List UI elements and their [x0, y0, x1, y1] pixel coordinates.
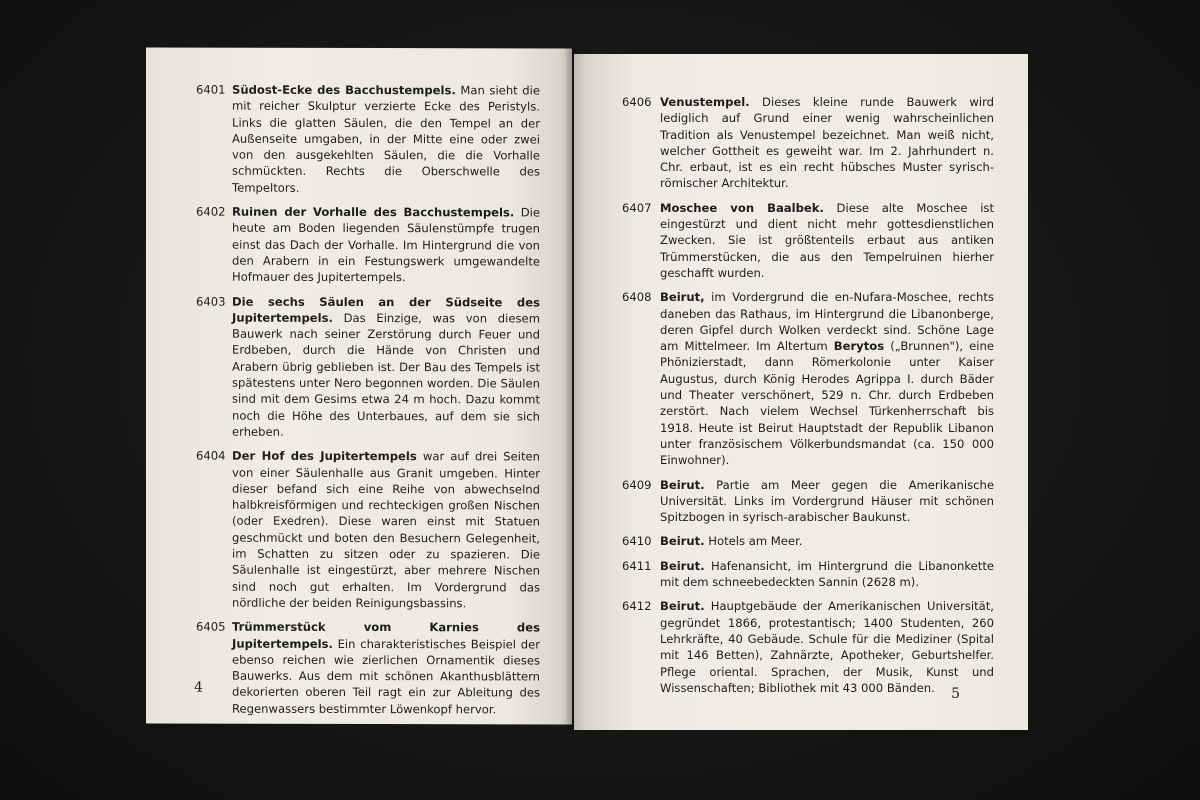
entry-title: Südost-Ecke des Bacchustempels.: [232, 82, 456, 98]
entry-title: Beirut,: [660, 290, 705, 305]
entry-title: Ruinen der Vorhalle des Bacchustempels.: [232, 204, 515, 220]
entry-6405: [196, 619, 540, 718]
entry-6410: [622, 533, 994, 549]
entry-number: 6402: [196, 204, 226, 219]
right-page: [574, 54, 1028, 730]
entry-title: Beirut.: [660, 599, 705, 614]
entry-6412: [622, 598, 994, 696]
entry-text: war auf drei Seiten von einer Säulenhalle aus Granit umgeben. Hinter dieser befand sich eine Reihe von abwechselnd halbkreisförmigen und rechteckigen großen Nischen (oder Exedren). Diese waren einst mit Statuen geschmückt und boten den Besuchern Gelegenheit, im Schatten zu sitzen oder zu spazieren. Die Säulenhalle ist eingestürzt, aber mehrere Nischen sind noch gut erhalten. Im Vordergrund das nördliche der beiden Reinigungsbassins.: [232, 449, 541, 611]
entry-6403: [196, 293, 540, 441]
entry-number: 6406: [622, 95, 652, 109]
entry-text: Ein charakteristisches Beispiel der ebenso reichen wie zierlichen Ornamentik dieses Bauwerks. Aus dem mit schönen Akanthusblättern dekorierten oberen Teil ragt ein zur Ableitung des Regenwassers bestimmter Löwenkopf hervor.: [232, 636, 540, 717]
page-number-left: 4: [194, 679, 203, 696]
entry-number: 6404: [196, 448, 226, 463]
entry-text-continued: („Brunnen"), eine Phönizierstadt, dann Römerkolonie unter Kaiser Augustus, durch König Herodes Agrippa I. durch Bäder und Theater verschönert, 529 n. Chr. durch Erdbeben zerstört. Nach vielem Wechsel Türkenherrschaft bis 1918. Heute ist Beirut Hauptstadt der Republik Libanon unter französischem Völkerbundsmandat (ca. 150 000 Einwohner).: [660, 339, 994, 468]
entry-inline-bold: Berytos: [833, 339, 885, 354]
entry-number: 6403: [196, 294, 226, 309]
entry-number: 6410: [622, 534, 652, 549]
entry-text: Hauptgebäude der Amerikanischen Universität, gegründet 1866, protestantisch; 1400 Studenten, 260 Lehrkräfte, 40 Gebäude. Schule für die Mediziner (Spital mit 146 Betten), Zahnärzte, Apotheker, Geburtshelfer. Pflege oriental. Sprachen, der Musik, Kunst und Wissenschaften; Bibliothek mit 43 000 Bänden.: [660, 599, 994, 695]
entry-text: Das Einzige, was von diesem Bauwerk nach seiner Zerstörung durch Feuer und Erdbeben, durch die Hände von Christen und Arabern übrig geblieben ist. Der Bau des Tempels ist spätestens unter Nero begonnen worden. Die Säulen sind mit dem Gesims etwa 24 m hoch. Dazu kommt noch die Höhe des Unterbaues, auf dem sie sich erheben.: [232, 310, 540, 439]
entry-number: 6409: [622, 477, 652, 492]
entry-6406: [622, 94, 994, 192]
page-number-right: 5: [951, 685, 960, 702]
entry-title: Beirut.: [660, 534, 705, 549]
entry-title: Die sechs Säulen an der Südseite des Jupitertempels.: [232, 294, 540, 325]
entry-number: 6405: [196, 619, 226, 634]
entry-text: Hafenansicht, im Hintergrund die Libanonkette mit dem schneebedeckten Sannin (2628 m).: [660, 558, 994, 590]
entry-title: Der Hof des Jupitertempels: [232, 448, 417, 464]
entry-6408: [622, 289, 994, 468]
entry-text: im Vordergrund die en-Nufara-Moschee, rechts daneben das Rathaus, im Hintergrund die Libanonberge, deren Gipfel durch Wolken verdeckt sind. Schöne Lage am Mittelmeer. Im Altertum: [660, 290, 994, 354]
entry-text: Man sieht die mit reicher Skulptur verzierte Ecke des Peristyls. Links die glatten Säulen, die den Tempel an der Außenseite umgaben, in der Mitte eine oder zwei von den ausgekehlten Säulen, die die Vorhalle schmückten. Rechts die Oberschwelle des Tempeltors.: [232, 83, 540, 195]
left-page: [146, 47, 572, 724]
entry-text: Hotels am Meer.: [704, 534, 803, 549]
entry-number: 6411: [622, 558, 652, 573]
entry-title: Trümmerstück vom Karnies des Jupitertempels.: [232, 619, 540, 651]
open-booklet: [146, 44, 1028, 732]
entry-number: 6407: [622, 200, 652, 215]
entry-6402: [196, 204, 540, 286]
entry-6411: [622, 558, 994, 591]
entry-text: Die heute am Boden liegenden Säulenstümpfe trugen einst das Dach der Vorhalle. Im Hintergrund die von den Arabern in ein Festungswerk umgewandelte Hofmauer des Jupitertempels.: [232, 205, 541, 285]
entry-title: Beirut.: [660, 558, 705, 573]
entry-6409: [622, 477, 994, 526]
entry-text: Partie am Meer gegen die Amerikanische Universität. Links im Vordergrund Häuser mit schönen Spitzbogen in syrisch-arabischer Baukunst.: [660, 477, 994, 525]
entry-title: Venustempel.: [660, 95, 750, 109]
entry-number: 6408: [622, 290, 652, 305]
entry-6404: [196, 448, 540, 612]
entry-6401: [196, 82, 540, 197]
entry-number: 6401: [196, 82, 226, 97]
entry-text: Diese alte Moschee ist eingestürzt und dient nicht mehr gottesdienstlichen Zwecken. Sie ist größtenteils erbaut aus antiken Trümmerstücken, die aus den Tempelruinen hierher geschafft wurden.: [660, 200, 995, 280]
entry-title: Moschee von Baalbek.: [660, 200, 824, 215]
entry-number: 6412: [622, 599, 652, 614]
entry-text: Dieses kleine runde Bauwerk wird lediglich auf Grund einer wenig wahrscheinlichen Tradition als Venustempel bezeichnet. Man weiß nicht, welcher Gottheit es geweiht war. Im 2. Jahrhundert n. Chr. erbaut, ist es ein recht hübsches Muster syrisch-römischer Architektur.: [660, 95, 994, 191]
entry-title: Beirut.: [660, 477, 705, 492]
entry-6407: [622, 200, 994, 281]
